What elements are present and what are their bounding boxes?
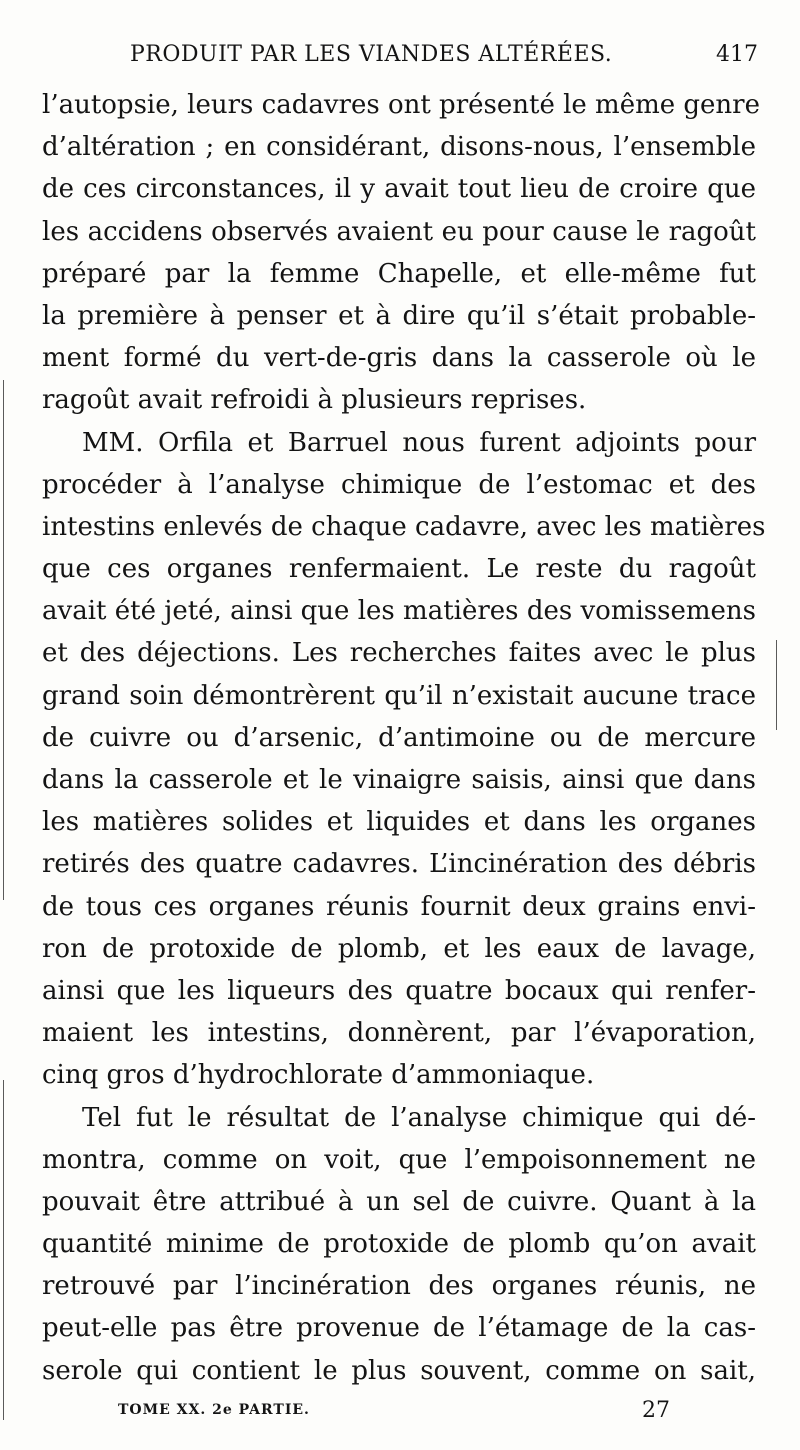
text-line: Tel fut le résultat de l’analyse chimique qui dé-	[82, 1102, 756, 1133]
text-line: cinq gros d’hydrochlorate d’ammoniaque.	[42, 1060, 595, 1091]
page-number: 417	[716, 42, 758, 67]
text-line: retrouvé par l’incinération des organes réunis, ne	[42, 1271, 756, 1302]
text-line: de tous ces organes réunis fournit deux grains envi-	[42, 891, 756, 922]
text-line: intestins enlevés de chaque cadavre, avec les matières	[42, 511, 766, 542]
text-line: peut-elle pas être provenue de l’étamage de la cas-	[42, 1313, 756, 1344]
text-line: et des déjections. Les recherches faites avec le plus	[42, 638, 756, 669]
text-line: les matières solides et liquides et dans les organes	[42, 807, 756, 838]
text-line: ment formé du vert-de-gris dans la casserole où le	[42, 343, 756, 374]
page-footer	[0, 1396, 800, 1436]
text-line: de cuivre ou d’arsenic, d’antimoine ou de mercure	[42, 722, 756, 753]
text-line: pouvait être attribué à un sel de cuivre. Quant à la	[42, 1186, 756, 1217]
text-line: procéder à l’analyse chimique de l’estomac et des	[42, 469, 756, 500]
text-line: de ces circonstances, il y avait tout lieu de croire que	[42, 174, 756, 205]
text-line: ainsi que les liqueurs des quatre bocaux qui renfer-	[42, 975, 756, 1006]
margin-edge-right	[776, 640, 777, 730]
page-header	[0, 40, 800, 80]
text-line: d’altération ; en considérant, disons-nous, l’ensemble	[42, 132, 756, 163]
running-title: PRODUIT PAR LES VIANDES ALTÉRÉES.	[130, 42, 613, 67]
text-line: MM. Orfila et Barruel nous furent adjoints pour	[82, 427, 756, 458]
text-line: maient les intestins, donnèrent, par l’évaporation,	[42, 1018, 756, 1049]
text-line: l’autopsie, leurs cadavres ont présenté le même genre	[42, 90, 760, 120]
text-line: quantité minime de protoxide de plomb qu’on avait	[42, 1229, 756, 1260]
text-line: montra, comme on voit, que l’empoisonnement ne	[42, 1144, 756, 1175]
text-line: grand soin démontrèrent qu’il n’existait aucune trace	[42, 680, 756, 711]
margin-edge-left-lower	[3, 1080, 4, 1420]
body-text	[42, 84, 766, 1392]
text-line: dans la casserole et le vinaigre saisis, ainsi que dans	[42, 765, 756, 795]
text-line: la première à penser et à dire qu’il s’était probable-	[42, 300, 756, 331]
text-line: ragoût avait refroidi à plusieurs reprises.	[42, 385, 587, 416]
text-line: avait été jeté, ainsi que les matières des vomissemens	[42, 596, 756, 627]
margin-edge-left	[3, 380, 4, 900]
signature-mark: TOME XX. 2e PARTIE.	[118, 1402, 310, 1418]
text-line: serole qui contient le plus souvent, comme on sait,	[42, 1355, 756, 1386]
text-line: ron de protoxide de plomb, et les eaux de lavage,	[42, 933, 756, 964]
text-line: retirés des quatre cadavres. L’incinération des débris	[42, 849, 756, 880]
text-line: que ces organes renfermaient. Le reste du ragoût	[42, 554, 756, 585]
text-line: préparé par la femme Chapelle, et elle-même fut	[42, 258, 756, 289]
sheet-number: 27	[642, 1398, 670, 1423]
text-line: les accidens observés avaient eu pour cause le ragoût	[42, 216, 756, 247]
